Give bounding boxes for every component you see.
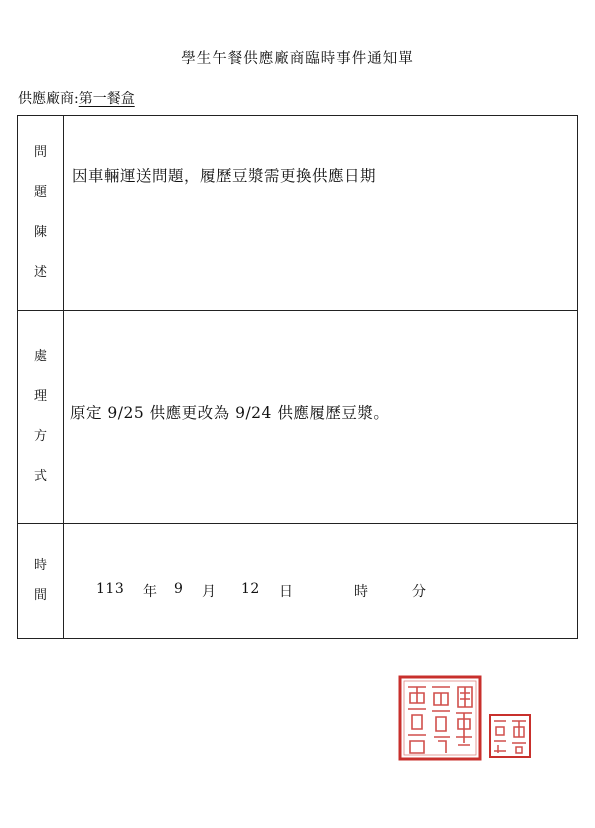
issue-label-char: 陳 xyxy=(33,225,47,240)
month-unit: 月 xyxy=(202,584,217,600)
time-label-char: 時 xyxy=(33,558,47,573)
handling-label-cell xyxy=(18,311,64,524)
issue-label-cell xyxy=(18,116,64,311)
issue-label xyxy=(18,133,63,293)
handling-label-char: 式 xyxy=(33,469,47,484)
day-value: 12 xyxy=(241,581,260,597)
issue-label-char: 問 xyxy=(33,145,47,160)
document-title: 學生午餐供應廠商臨時事件通知單 xyxy=(181,51,414,67)
handling-label-char: 處 xyxy=(33,349,47,364)
issue-label-char: 述 xyxy=(33,265,47,280)
month-value: 9 xyxy=(174,581,184,597)
year-value: 113 xyxy=(96,581,125,597)
notice-form-table xyxy=(17,115,578,639)
time-label-cell xyxy=(18,524,64,639)
supplier-name: 第一餐盒 xyxy=(78,91,135,107)
supplier-line xyxy=(18,88,135,108)
handling-row xyxy=(18,311,578,524)
handling-label-char: 理 xyxy=(33,389,47,404)
hour-unit: 時 xyxy=(354,584,369,600)
time-label-char: 間 xyxy=(33,588,47,603)
issue-row xyxy=(18,116,578,311)
time-label xyxy=(18,551,63,611)
supplier-label: 供應廠商: xyxy=(18,91,79,107)
company-seal-small xyxy=(490,715,530,757)
issue-description: 因車輛運送問題，履歷豆漿需更換供應日期 xyxy=(64,116,578,311)
handling-label xyxy=(18,337,63,497)
company-seal-large xyxy=(400,677,480,759)
handling-method: 原定 9/25 供應更改為 9/24 供應履歷豆漿。 xyxy=(64,311,578,524)
year-unit: 年 xyxy=(143,584,158,600)
time-row xyxy=(18,524,578,639)
company-seals xyxy=(398,675,533,767)
issue-label-char: 題 xyxy=(33,185,47,200)
minute-unit: 分 xyxy=(412,584,427,600)
handling-label-char: 方 xyxy=(33,429,47,444)
day-unit: 日 xyxy=(279,584,294,600)
time-value-cell xyxy=(64,524,578,639)
